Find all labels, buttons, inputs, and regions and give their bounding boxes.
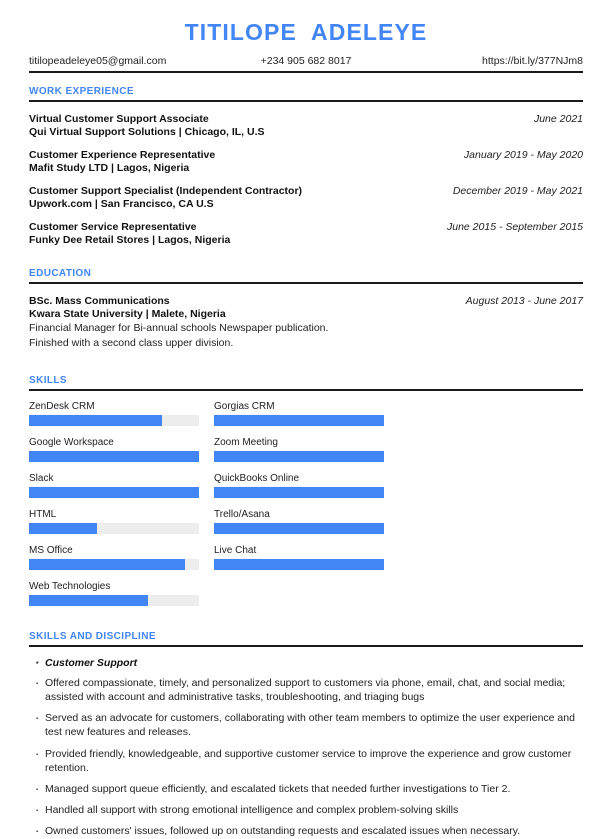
section-divider-work xyxy=(29,100,583,102)
experience-entry xyxy=(29,185,583,210)
skill-progress-track xyxy=(29,595,199,606)
skill-label: Trello/Asana xyxy=(214,508,270,520)
skill-label: MS Office xyxy=(29,544,73,556)
education-school: Kwara State University | Malete, Nigeria xyxy=(29,308,226,321)
skill-progress-fill xyxy=(29,487,199,498)
skill-progress-fill xyxy=(214,451,384,462)
page-title: TITILOPE ADELEYE xyxy=(184,19,428,45)
contact-phone[interactable]: +234 905 682 8017 xyxy=(260,55,352,68)
experience-company: Mafit Study LTD | Lagos, Nigeria xyxy=(29,162,190,175)
section-divider-education xyxy=(29,282,583,284)
skill-item xyxy=(29,473,214,498)
experience-date: December 2019 - May 2021 xyxy=(452,185,583,198)
skill-progress-fill xyxy=(214,523,384,534)
section-divider-skills xyxy=(29,389,583,391)
contact-link[interactable]: https://bit.ly/377NJm8 xyxy=(482,55,584,68)
experience-title: Customer Service Representative xyxy=(29,221,197,234)
experience-company: Funky Dee Retail Stores | Lagos, Nigeria xyxy=(29,234,231,247)
section-work-experience xyxy=(29,86,583,246)
section-heading-skills: SKILLS xyxy=(29,374,67,386)
experience-date: June 2021 xyxy=(533,113,583,126)
skill-item xyxy=(29,401,214,426)
experience-title: Virtual Customer Support Associate xyxy=(29,113,209,126)
list-item: · Managed support queue efficiently, and escalated tickets that needed further investigations to Tier 2. xyxy=(29,782,583,796)
skill-progress-track xyxy=(29,523,199,534)
skill-label: Zoom Meeting xyxy=(214,436,278,448)
experience-entry xyxy=(29,149,583,174)
contact-row xyxy=(29,55,583,67)
skill-progress-fill xyxy=(29,595,148,606)
skill-label: Live Chat xyxy=(214,544,257,556)
experience-company: Upwork.com | San Francisco, CA U.S xyxy=(29,198,214,211)
skill-item xyxy=(214,545,399,570)
skill-progress-track xyxy=(214,523,384,534)
list-item: · Provided friendly, knowledgeable, and supportive customer service to improve the experience and grow customer retention. xyxy=(29,747,583,775)
skill-progress-track xyxy=(214,487,384,498)
skill-label: ZenDesk CRM xyxy=(29,400,95,412)
skill-item xyxy=(29,509,214,534)
skill-item xyxy=(214,401,399,426)
section-education xyxy=(29,268,583,350)
list-item: · Served as an advocate for customers, collaborating with other team members to optimize the user experience and test new features and releases. xyxy=(29,711,583,739)
skill-item xyxy=(29,545,214,570)
skill-progress-fill xyxy=(214,487,384,498)
skill-progress-track xyxy=(29,451,199,462)
list-item: · Owned customers' issues, followed up on outstanding requests and escalated issues when necessary. xyxy=(29,824,583,838)
section-heading-discipline: SKILLS AND DISCIPLINE xyxy=(29,630,156,642)
experience-title: Customer Support Specialist (Independent Contractor) xyxy=(29,185,303,198)
skill-progress-fill xyxy=(214,559,384,570)
skill-progress-fill xyxy=(214,415,384,426)
skill-progress-fill xyxy=(29,415,162,426)
contact-email[interactable]: titilopeadeleye05@gmail.com xyxy=(29,55,167,68)
section-heading-education: EDUCATION xyxy=(29,268,92,280)
skill-label: HTML xyxy=(29,508,57,520)
skill-progress-fill xyxy=(29,559,185,570)
skill-label: QuickBooks Online xyxy=(214,472,300,484)
section-skills xyxy=(29,375,583,617)
experience-company: Qui Virtual Support Solutions | Chicago, IL, U.S xyxy=(29,126,265,139)
education-date: August 2013 - June 2017 xyxy=(465,295,583,308)
list-item: · Handled all support with strong emotional intelligence and complex problem-solving skills xyxy=(29,803,583,817)
header-divider xyxy=(29,71,583,73)
skill-progress-track xyxy=(29,559,199,570)
skill-progress-fill xyxy=(29,523,97,534)
section-divider-discipline xyxy=(29,645,583,647)
discipline-bullet-list xyxy=(29,656,583,839)
skill-label: Web Technologies xyxy=(29,580,111,592)
skill-progress-track xyxy=(214,451,384,462)
skill-item xyxy=(214,473,399,498)
skill-progress-track xyxy=(214,415,384,426)
skill-progress-track xyxy=(214,559,384,570)
skill-progress-track xyxy=(29,487,199,498)
education-entry xyxy=(29,295,583,350)
section-heading-work: WORK EXPERIENCE xyxy=(29,86,134,98)
skills-grid xyxy=(29,401,583,617)
experience-entry xyxy=(29,113,583,138)
section-skills-discipline xyxy=(29,631,583,839)
list-item: · Customer Support xyxy=(29,656,583,670)
education-detail: Financial Manager for Bi-annual schools Newspaper publication. xyxy=(29,322,329,335)
experience-date: June 2015 - September 2015 xyxy=(446,221,583,234)
experience-title: Customer Experience Representative xyxy=(29,149,216,162)
skill-label: Google Workspace xyxy=(29,436,114,448)
skill-item xyxy=(29,437,214,462)
experience-entry xyxy=(29,221,583,246)
education-degree: BSc. Mass Communications xyxy=(29,295,170,308)
skill-label: Gorgias CRM xyxy=(214,400,275,412)
skill-label: Slack xyxy=(29,472,54,484)
education-detail: Finished with a second class upper division. xyxy=(29,337,234,350)
skill-progress-fill xyxy=(29,451,199,462)
skill-item xyxy=(29,581,214,606)
experience-date: January 2019 - May 2020 xyxy=(463,149,583,162)
skill-progress-track xyxy=(29,415,199,426)
skill-item xyxy=(214,509,399,534)
skill-item xyxy=(214,437,399,462)
list-item: · Offered compassionate, timely, and personalized support to customers via phone, email, chat, and social media; assisted with account and administrative tasks, troubleshooting, and triaging bugs xyxy=(29,676,583,704)
